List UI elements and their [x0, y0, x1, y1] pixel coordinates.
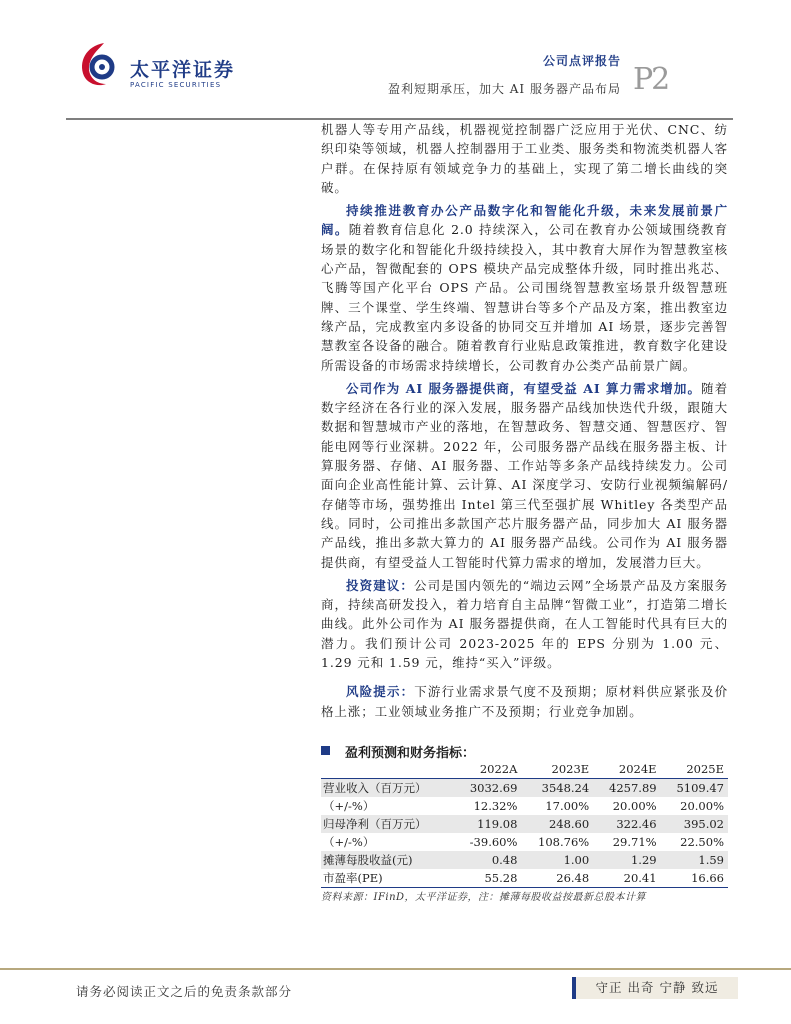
table-cell: 322.46 [593, 815, 660, 833]
table-row [321, 779, 728, 798]
risk-warning-heading: 风险提示： [346, 684, 415, 700]
table-header-cell: 2022A [454, 760, 522, 779]
table-header-cell [321, 760, 454, 779]
table-row [321, 833, 728, 851]
risk-warning [321, 682, 728, 721]
table-cell: 5109.47 [661, 779, 728, 798]
table-cell: 20.41 [593, 869, 660, 888]
table-header-cell: 2023E [521, 760, 593, 779]
row-label: 摊薄每股收益(元) [321, 851, 454, 869]
table-cell: 12.32% [473, 799, 518, 813]
table-cell: 29.71% [612, 835, 657, 849]
table-cell: 20.00% [612, 799, 657, 813]
report-type: 公司点评报告 [542, 54, 621, 68]
table-source: 资料来源：IFinD，太平洋证券，注：摊薄每股收益按最新总股本计算 [321, 892, 647, 903]
table-cell: 1.00 [521, 851, 593, 869]
paragraph-2-heading: 持续推进教育办公产品数字化和智能化升级，未来发展前景广阔。 [321, 203, 728, 238]
paragraph-3-body: 随着数字经济在各行业的深入发展，服务器产品线加快迭代升级，跟随大数据和智慧城市产业的落地，在智慧政务、智慧交通、智慧医疗、智能电网等行业深耕。2022 年，公司服务器产品线在服务器主板、计算服务器、存储、AI 服务器、工作站等多条产品线持续发力。公司面向企业高性能计算、云计算、AI 深度学习、安防行业视频编解码/存储等市场，强势推出 Intel 第三代至强扩展 Whitley 各类型产品线。同时，公司推出多款国产芯片服务器产品，同步加大 AI 服务器产品线，推出多款大算力的 AI 服务器产品线。公司作为 AI 服务器提供商，有望受益人工智能时代算力需求的增加，发展潜力巨大。 [321, 380, 728, 570]
table-cell: 16.66 [661, 869, 728, 888]
table-title: 盈利预测和财务指标： [345, 746, 476, 761]
page-number: P2 [633, 62, 669, 97]
investment-advice-heading: 投资建议： [346, 577, 414, 593]
table-cell: 20.00% [680, 799, 724, 813]
table-cell: 1.59 [661, 851, 728, 869]
table-cell: 3548.24 [521, 779, 593, 798]
row-label: 归母净利（百万元） [321, 815, 454, 833]
body-text [321, 120, 728, 725]
paragraph-2-body: 随着教育信息化 2.0 持续深入，公司在教育办公领域围绕教育场景的数字化和智能化升级持续投入，其中教育大屏作为智慧教室核心产品，智微配套的 OPS 模块产品完成整体升级，同时推出兆芯、飞腾等国产化平台 OPS 产品。公司围绕智慧教室场景升级智慧班牌、三个课堂、学生终端、智慧讲台等多个产品及方案，推出教室边缘产品，完成教室内多设备的协同交互并增加 AI 场景，逐步完善智慧教室各设备的融合。随着教育行业贴息政策推进，教育数字化建设所需设备的市场需求持续增长，公司教育办公类产品前景广阔。 [321, 222, 728, 373]
table-cell: 248.60 [521, 815, 593, 833]
table-cell: 1.29 [593, 851, 660, 869]
table-cell: 119.08 [454, 815, 522, 833]
table-cell: 26.48 [521, 869, 593, 888]
logo-icon [74, 40, 122, 88]
footer-divider [0, 968, 791, 970]
financial-table [321, 760, 728, 888]
investment-advice-body: 公司是国内领先的“端边云网”全场景产品及方案服务商，持续高研发投入，着力培育自主品牌“智微工业”，打造第二增长曲线。此外公司作为 AI 服务器提供商，在人工智能时代具有巨大的潜力。我们预计公司 2023-2025 年的 EPS 分别为 1.00 元、1.29 元和 1.59 元，维持“买入”评级。 [321, 577, 728, 671]
table-row [321, 851, 728, 869]
table-cell: 17.00% [545, 799, 590, 813]
report-title: 盈利短期承压，加大 AI 服务器产品布局 [387, 82, 621, 96]
table-row [321, 815, 728, 833]
table-cell: -39.60% [469, 835, 518, 849]
investment-advice [321, 576, 728, 672]
logo-text-cn: 太平洋证券 [130, 59, 236, 81]
table-cell: 22.50% [680, 835, 724, 849]
table-bullet-icon [321, 746, 330, 755]
paragraph-3-heading: 公司作为 AI 服务器提供商，有望受益 AI 算力需求增加。 [346, 380, 702, 396]
table-cell: 108.76% [538, 835, 590, 849]
paragraph-3 [321, 379, 728, 572]
row-label: （+/-%） [323, 835, 375, 849]
table-header-row [321, 760, 728, 779]
paragraph-2 [321, 201, 728, 375]
row-label: （+/-%） [323, 799, 375, 813]
row-label: 营业收入（百万元） [321, 779, 454, 798]
table-cell: 3032.69 [454, 779, 522, 798]
logo-text-en: PACIFIC SECURITIES [130, 81, 222, 89]
table-cell: 55.28 [454, 869, 522, 888]
paragraph-1: 机器人等专用产品线，机器视觉控制器广泛应用于光伏、CNC、纺织印染等领域，机器人控制器用于工业类、服务类和物流类机器人客户群。在保持原有领域竞争力的基础上，实现了第二增长曲线的突破。 [321, 122, 728, 195]
table-cell: 0.48 [454, 851, 522, 869]
row-label: 市盈率(PE) [321, 869, 454, 888]
table-row [321, 797, 728, 815]
table-cell: 4257.89 [593, 779, 660, 798]
footer-disclaimer: 请务必阅读正文之后的免责条款部分 [76, 984, 293, 999]
footer-slogan: 守正 出奇 宁静 致远 [572, 977, 738, 999]
risk-warning-body: 下游行业需求景气度不及预期；原材料供应紧张及价格上涨；工业领域业务推广不及预期；行业竞争加剧。 [321, 684, 728, 719]
table-row [321, 869, 728, 888]
table-header-cell: 2025E [661, 760, 728, 779]
table-header-cell: 2024E [593, 760, 660, 779]
table-cell: 395.02 [661, 815, 728, 833]
